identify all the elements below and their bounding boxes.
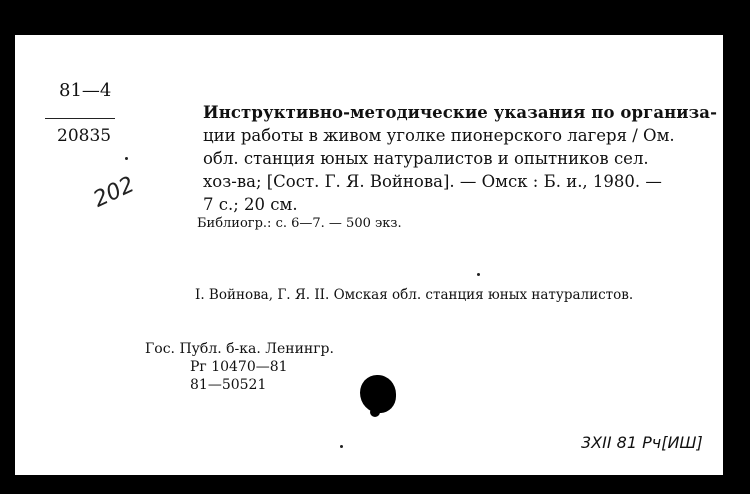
entry-line: Инструктивно-методические указания по организа- bbox=[203, 103, 718, 122]
entry-line: ции работы в живом уголке пионерского лагеря / Ом. bbox=[203, 126, 675, 145]
speck bbox=[340, 445, 343, 448]
library-line: Рг 10470—81 bbox=[190, 359, 288, 375]
added-entries: I. Войнова, Г. Я. II. Омская обл. станция юных натуралистов. bbox=[195, 287, 634, 303]
ink-blot-drop bbox=[370, 407, 380, 417]
entry-line: 7 с.; 20 см. bbox=[203, 195, 298, 214]
library-line: 81—50521 bbox=[190, 377, 267, 393]
speck bbox=[477, 273, 480, 276]
entry-line: хоз-ва; [Сост. Г. Я. Войнова]. — Омск : Б. и., 1980. — bbox=[203, 172, 662, 191]
speck bbox=[125, 157, 128, 160]
handwritten-date: 3XII 81 Рч[ИШ] bbox=[581, 433, 703, 452]
handwritten-number: 202 bbox=[89, 172, 139, 213]
classification-divider bbox=[45, 118, 115, 119]
classification-index: 81—4 bbox=[59, 80, 112, 101]
bibliographic-entry bbox=[203, 105, 717, 220]
classification-number: 20835 bbox=[57, 126, 112, 146]
catalog-card bbox=[15, 35, 723, 475]
library-stamp bbox=[145, 340, 334, 394]
library-line: Гос. Публ. б-ка. Ленингр. bbox=[145, 341, 334, 357]
entry-line: обл. станция юных натуралистов и опытников сел. bbox=[203, 149, 649, 168]
bibliography-note: Библиогр.: с. 6—7. — 500 экз. bbox=[197, 216, 402, 231]
